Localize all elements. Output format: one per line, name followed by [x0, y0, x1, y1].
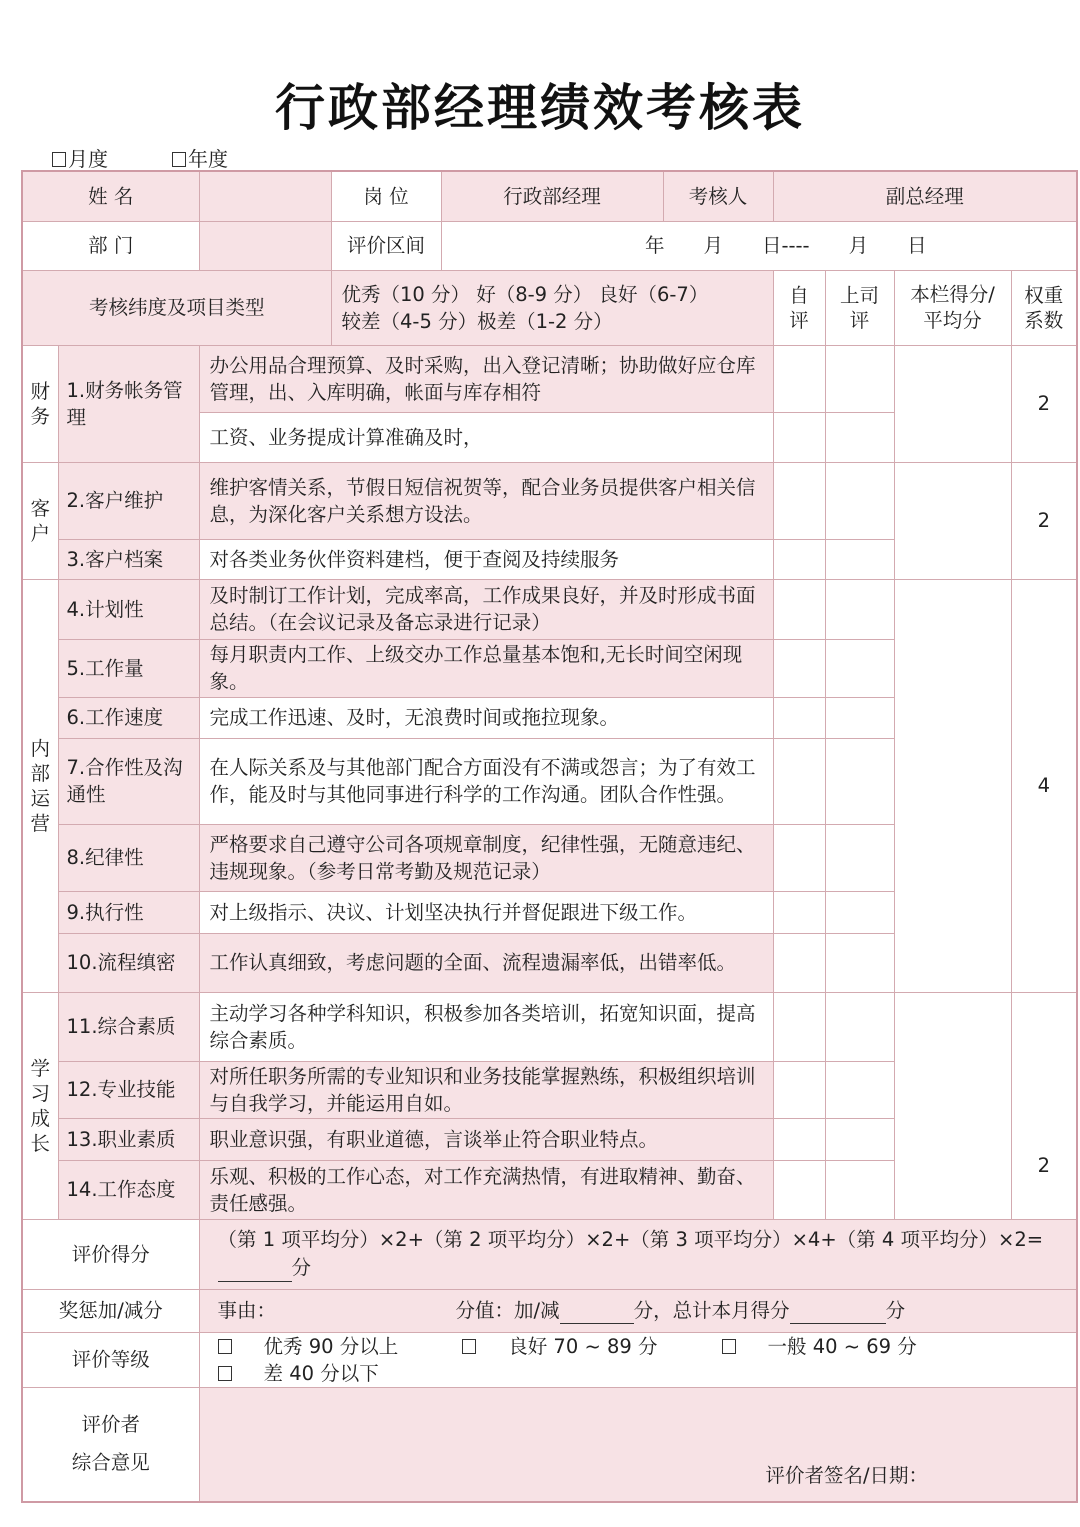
period-yearly-label: 年度 [188, 147, 228, 171]
boss-score-cell[interactable] [825, 992, 894, 1061]
dimension-header: 考核纬度及项目类型 [22, 270, 331, 345]
signature-label: 评价者签名/日期： [765, 1463, 929, 1487]
reward-blank[interactable] [560, 1301, 634, 1324]
item-label: 12.专业技能 [58, 1061, 199, 1118]
item-label: 13.职业素质 [58, 1118, 199, 1160]
grade-options [199, 1332, 1077, 1387]
item-label: 10.流程缜密 [58, 933, 199, 992]
item-label: 2.客户维护 [58, 462, 199, 539]
item-desc: 在人际关系及与其他部门配合方面没有不满或怨言；为了有效工作，能及时与其他同事进行科学的工作沟通。团队合作性强。 [199, 738, 773, 824]
page-title: 行政部经理绩效考核表 [275, 79, 805, 137]
self-score-cell[interactable] [773, 697, 825, 738]
group-score-cell[interactable] [894, 462, 1011, 579]
score-header: 本栏得分/平均分 [894, 270, 1011, 345]
reward-cell[interactable] [199, 1289, 1077, 1332]
self-score-cell[interactable] [773, 1118, 825, 1160]
score-unit: 分 [291, 1256, 312, 1279]
item-label: 9.执行性 [58, 891, 199, 933]
score-blank[interactable] [218, 1259, 292, 1282]
self-score-cell[interactable] [773, 412, 825, 462]
self-score-cell[interactable] [773, 579, 825, 639]
reviewer-value: 副总经理 [773, 171, 1077, 221]
group-operations: 内部运营 [22, 579, 58, 992]
item-label: 8.纪律性 [58, 824, 199, 891]
grade-option[interactable]: 良好 70 ~ 89 分 [462, 1333, 689, 1360]
item-desc: 工作认真细致，考虑问题的全面、流程遗漏率低，出错率低。 [199, 933, 773, 992]
score-formula: （第 1 项平均分）×2+（第 2 项平均分）×2+（第 3 项平均分）×4+（第 4 项平均分）×2= [217, 1228, 1044, 1251]
score-formula-cell[interactable] [199, 1219, 1077, 1289]
grade-label: 评价等级 [22, 1332, 199, 1387]
item-desc: 维护客情关系，节假日短信祝贺等，配合业务员提供客户相关信息，为深化客户关系想方设法。 [199, 462, 773, 539]
opinion-field[interactable] [199, 1387, 1077, 1502]
boss-score-cell[interactable] [825, 412, 894, 462]
grade-option[interactable]: 一般 40 ~ 69 分 [722, 1333, 949, 1360]
grade-option[interactable]: 优秀 90 分以上 [218, 1333, 431, 1360]
self-score-cell[interactable] [773, 539, 825, 579]
item-desc: 工资、业务提成计算准确及时， [199, 412, 773, 462]
checkbox-icon[interactable] [462, 1339, 476, 1354]
self-score-cell[interactable] [773, 1061, 825, 1118]
self-score-cell[interactable] [773, 462, 825, 539]
boss-header: 上司评 [825, 270, 894, 345]
item-label: 6.工作速度 [58, 697, 199, 738]
boss-score-cell[interactable] [825, 1160, 894, 1219]
item-label: 7.合作性及沟通性 [58, 738, 199, 824]
item-label: 1.财务帐务管理 [58, 345, 199, 462]
item-desc: 及时制订工作计划，完成率高，工作成果良好，并及时形成书面总结。（在会议记录及备忘录进行记录） [199, 579, 773, 639]
period-yearly[interactable] [172, 143, 228, 172]
reward-total-label: 分，总计本月得分 [633, 1299, 790, 1322]
scale-header [331, 270, 773, 345]
weight-header: 权重系数 [1011, 270, 1077, 345]
period-monthly-label: 月度 [68, 147, 108, 171]
boss-score-cell[interactable] [825, 639, 894, 697]
checkbox-icon[interactable] [52, 152, 66, 167]
boss-score-cell[interactable] [825, 462, 894, 539]
scale-line-1: 优秀（10 分） 好（8-9 分） 良好（6-7） [341, 282, 709, 306]
group-score-cell[interactable] [894, 579, 1011, 992]
item-desc: 乐观、积极的工作心态，对工作充满热情，有进取精神、勤奋、责任感强。 [199, 1160, 773, 1219]
boss-score-cell[interactable] [825, 697, 894, 738]
self-score-cell[interactable] [773, 824, 825, 891]
self-score-cell[interactable] [773, 738, 825, 824]
opinion-label-line-2: 综合意见 [71, 1451, 150, 1475]
item-label: 14.工作态度 [58, 1160, 199, 1219]
item-desc: 主动学习各种学科知识，积极参加各类培训，拓宽知识面，提高综合素质。 [199, 992, 773, 1061]
item-desc: 办公用品合理预算、及时采购，出入登记清晰；协助做好应仓库管理，出、入库明确，帐面与库存相符 [199, 345, 773, 412]
self-score-cell[interactable] [773, 891, 825, 933]
boss-score-cell[interactable] [825, 933, 894, 992]
item-desc: 每月职责内工作、上级交办工作总量基本饱和,无长时间空闲现象。 [199, 639, 773, 697]
self-score-cell[interactable] [773, 345, 825, 412]
checkbox-icon[interactable] [218, 1339, 232, 1354]
position-value: 行政部经理 [441, 171, 663, 221]
group-weight: 2 [1011, 345, 1077, 462]
opinion-label [22, 1387, 199, 1502]
dept-label: 部 门 [22, 221, 199, 270]
scale-line-2: 较差（4-5 分）极差（1-2 分） [341, 309, 613, 333]
item-label: 11.综合素质 [58, 992, 199, 1061]
boss-score-cell[interactable] [825, 824, 894, 891]
dept-field[interactable] [199, 221, 331, 270]
group-weight: 2 [1011, 992, 1077, 1219]
appraisal-table [21, 170, 1078, 1503]
grade-option[interactable]: 差 40 分以下 [218, 1360, 411, 1387]
total-blank[interactable] [790, 1301, 886, 1324]
reward-reason: 事由： [217, 1299, 277, 1322]
opinion-label-line-1: 评价者 [81, 1413, 141, 1437]
position-label: 岗 位 [331, 171, 441, 221]
name-label: 姓 名 [22, 171, 199, 221]
group-score-cell[interactable] [894, 992, 1011, 1219]
boss-score-cell[interactable] [825, 891, 894, 933]
group-customer: 客户 [22, 462, 58, 579]
group-weight: 4 [1011, 579, 1077, 992]
range-value[interactable]: 年 月 日---- 月 日 [441, 221, 1077, 270]
range-label: 评价区间 [331, 221, 441, 270]
boss-score-cell[interactable] [825, 738, 894, 824]
boss-score-cell[interactable] [825, 539, 894, 579]
item-label: 3.客户档案 [58, 539, 199, 579]
item-desc: 对各类业务伙伴资料建档，便于查阅及持续服务 [199, 539, 773, 579]
period-monthly[interactable] [52, 143, 108, 172]
checkbox-icon[interactable] [218, 1366, 232, 1381]
item-desc: 职业意识强，有职业道德，言谈举止符合职业特点。 [199, 1118, 773, 1160]
self-header: 自评 [773, 270, 825, 345]
self-score-cell[interactable] [773, 933, 825, 992]
item-label: 5.工作量 [58, 639, 199, 697]
checkbox-icon[interactable] [722, 1339, 736, 1354]
group-learning: 学习成长 [22, 992, 58, 1219]
boss-score-cell[interactable] [825, 345, 894, 412]
score-label: 评价得分 [22, 1219, 199, 1289]
self-score-cell[interactable] [773, 639, 825, 697]
boss-score-cell[interactable] [825, 1061, 894, 1118]
group-score-cell[interactable] [894, 345, 1011, 462]
checkbox-icon[interactable] [172, 152, 186, 167]
item-label: 4.计划性 [58, 579, 199, 639]
group-finance: 财务 [22, 345, 58, 462]
reward-label: 奖惩加/减分 [22, 1289, 199, 1332]
self-score-cell[interactable] [773, 1160, 825, 1219]
item-desc: 完成工作迅速、及时，无浪费时间或拖拉现象。 [199, 697, 773, 738]
self-score-cell[interactable] [773, 992, 825, 1061]
reviewer-label: 考核人 [663, 171, 773, 221]
group-weight: 2 [1011, 462, 1077, 579]
item-desc: 对上级指示、决议、计划坚决执行并督促跟进下级工作。 [199, 891, 773, 933]
reward-value-label: 分值：加/减 [455, 1299, 560, 1322]
boss-score-cell[interactable] [825, 579, 894, 639]
name-field[interactable] [199, 171, 331, 221]
item-desc: 严格要求自己遵守公司各项规章制度，纪律性强，无随意违纪、违规现象。（参考日常考勤及规范记录） [199, 824, 773, 891]
item-desc: 对所任职务所需的专业知识和业务技能掌握熟练，积极组织培训与自我学习，并能运用自如。 [199, 1061, 773, 1118]
reward-total-unit: 分 [885, 1299, 906, 1322]
boss-score-cell[interactable] [825, 1118, 894, 1160]
